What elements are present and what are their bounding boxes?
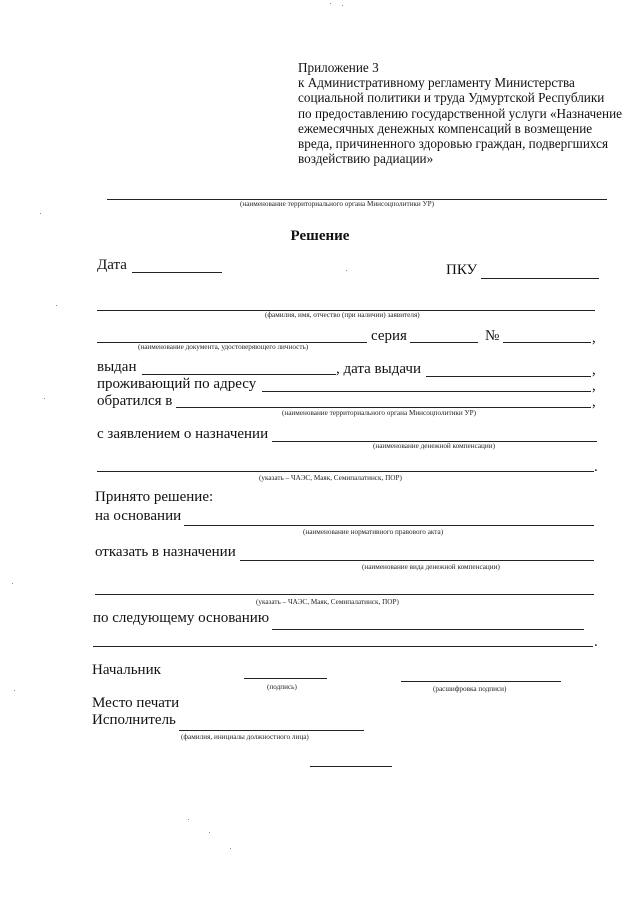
scan-speck [14, 690, 15, 691]
residing-label: проживающий по адресу [97, 376, 257, 392]
appendix-header [298, 60, 628, 166]
comma: , [592, 394, 596, 410]
appendix-line: ежемесячных денежных компенсаций в возмещение [298, 120, 593, 136]
appendix-line: к Административному регламенту Министерства [298, 75, 575, 91]
scan-speck [44, 398, 45, 399]
appendix-line: воздействию радиации» [298, 151, 434, 167]
date-label: Дата [97, 257, 127, 273]
seal-place-label: Место печати [92, 695, 180, 711]
appendix-line: по предоставлению государственной услуги «Назначение [298, 105, 622, 121]
address-field[interactable] [262, 391, 591, 392]
period: . [594, 634, 598, 650]
signature-decode-caption: (расшифровка подписи) [433, 685, 507, 693]
compensation-name-caption: (наименование денежной компенсации) [373, 442, 495, 450]
pku-field[interactable] [481, 278, 599, 279]
issue-date-field[interactable] [426, 376, 591, 377]
indicate-caption-2: (указать – ЧАЭС, Маяк, Семипалатинск, ПОР) [256, 598, 399, 606]
scan-speck [209, 832, 210, 833]
appendix-line: вреда, причиненного здоровью граждан, подвергшихся [298, 136, 609, 152]
executor-label: Исполнитель [92, 712, 176, 728]
following-basis-field-2[interactable] [93, 646, 593, 647]
closing-rule [310, 766, 392, 767]
scan-speck [12, 583, 13, 584]
legal-act-caption: (наименование нормативного правового акта) [303, 528, 444, 536]
executor-field[interactable] [179, 730, 364, 731]
decision-label: Принято решение: [95, 489, 214, 505]
scan-speck [342, 5, 343, 6]
applied-to-field[interactable] [176, 407, 591, 408]
signature-field[interactable] [244, 678, 327, 679]
document-title: Решение [290, 228, 350, 244]
appendix-line: социальной политики и труда Удмуртской Республики [298, 90, 605, 106]
signature-caption: (подпись) [267, 683, 297, 691]
date-field[interactable] [132, 272, 222, 273]
scan-speck [188, 819, 189, 820]
pku-label: ПКУ [446, 262, 478, 278]
legal-act-field[interactable] [184, 525, 594, 526]
scan-speck [40, 213, 41, 214]
indicate-caption-1: (указать – ЧАЭС, Маяк, Семипалатинск, ПОР) [259, 474, 402, 482]
refuse-label: отказать в назначении [95, 544, 236, 560]
official-fio-caption: (фамилия, инициалы должностного лица) [181, 733, 309, 741]
comma: , [592, 378, 596, 394]
issued-label: выдан [97, 359, 137, 375]
scan-speck [330, 3, 331, 4]
scan-speck [346, 270, 347, 271]
indicate-field-1[interactable] [97, 471, 594, 472]
applicant-fio-caption: (фамилия, имя, отчество (при наличии) заявителя) [265, 311, 420, 319]
following-basis-field[interactable] [272, 629, 584, 630]
head-label: Начальник [92, 662, 161, 678]
territorial-organ-caption: (наименование территориального органа Минсоцполитики УР) [240, 200, 435, 208]
compensation-type-field[interactable] [240, 560, 594, 561]
comma: , [592, 330, 596, 346]
comma: , [592, 362, 596, 378]
application-label: с заявлением о назначении [97, 426, 269, 442]
signature-decode-field[interactable] [401, 681, 561, 682]
issue-date-label: , дата выдачи [336, 361, 421, 377]
scan-speck [56, 305, 57, 306]
compensation-type-caption: (наименование вида денежной компенсации) [362, 563, 500, 571]
applied-to-label: обратился в [97, 393, 173, 409]
series-field[interactable] [410, 342, 478, 343]
number-label: № [485, 328, 500, 344]
territorial-organ-caption-2: (наименование территориального органа Минсоцполитики УР) [282, 409, 477, 417]
period: . [594, 459, 598, 475]
number-field[interactable] [503, 342, 591, 343]
indicate-field-2[interactable] [95, 594, 594, 595]
appendix-line: Приложение 3 [298, 60, 379, 75]
on-basis-label: на основании [95, 508, 182, 524]
following-basis-label: по следующему основанию [93, 610, 270, 626]
id-document-caption: (наименование документа, удостоверяющего личность) [138, 343, 309, 351]
issued-field[interactable] [142, 374, 336, 375]
series-label: серия [371, 328, 407, 344]
scan-speck [230, 848, 231, 849]
